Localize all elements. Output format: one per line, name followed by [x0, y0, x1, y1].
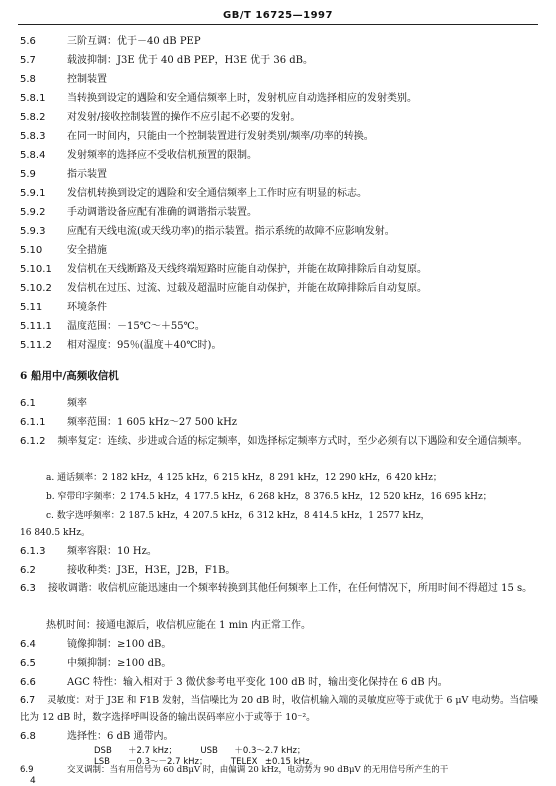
selectivity-mode: DSB [94, 746, 112, 756]
clause-text: 灵敏度：对于 J3E 和 F1B 发射，当信噪比为 20 dB 时，收信机输入端的灵敏度应等于或优于 6 μV 电动势。当信噪比为 12 dB 时，数字选择呼叫设备的输出误码率应小于或等于 10⁻²。 [20, 695, 538, 723]
clause-text: 频率范围：1 605 kHz～27 500 kHz [67, 417, 238, 428]
clause-number: 5.6 [20, 36, 36, 47]
clause-number: 6.7 [20, 695, 36, 706]
clause-number: 6.3 [20, 583, 36, 594]
freq-item-c: c. 数字选呼频率：2 187.5 kHz，4 207.5 kHz，6 312 kHz，8 414.5 kHz，1 2577 kHz， [46, 511, 430, 521]
clause-text: 频率 [67, 398, 87, 409]
clause-number: 5.8.3 [20, 131, 46, 142]
clause-5-6 [20, 36, 201, 48]
clause-number: 5.11.2 [20, 340, 52, 351]
selectivity-mode: TELEX [230, 757, 258, 767]
selectivity-value: ＋2.7 kHz； [128, 746, 177, 756]
clause-text: AGC 特性：输入相对于 3 微伏参考电平变化 100 dB 时，输出变化保持在 6 dB 内。 [67, 677, 448, 688]
clause-number: 5.8.2 [20, 112, 46, 123]
clause-text: 频率容限：10 Hz。 [67, 546, 157, 557]
clause-text: 温度范围：－15℃～＋55℃。 [67, 321, 205, 332]
clause-5-11-2 [20, 340, 221, 352]
clause-text: 当转换到设定的遇险和安全通信频率上时，发射机应自动选择相应的发射类别。 [67, 93, 417, 104]
clause-6-2 [20, 565, 235, 577]
clause-text: 指示装置 [67, 169, 107, 180]
page-number: 4 [30, 776, 36, 786]
clause-number: 5.9.3 [20, 226, 46, 237]
clause-text: 中频抑制：≥100 dB。 [67, 658, 172, 669]
clause-text: 接收种类：J3E，H3E，J2B，F1B。 [67, 565, 236, 576]
clause-text: 相对湿度：95％(温度＋40℃时)。 [67, 340, 222, 351]
clause-number: 6.5 [20, 658, 36, 669]
clause-5-9-3 [20, 226, 395, 238]
clause-text: 镜像抑制：≥100 dB。 [67, 639, 172, 650]
freq-item-c-cont: 16 840.5 kHz。 [20, 528, 90, 538]
clause-5-11-1 [20, 321, 205, 333]
clause-5-9-1 [20, 188, 367, 200]
clause-number: 5.10 [20, 245, 43, 256]
clause-number: 5.7 [20, 55, 36, 66]
clause-text: 交叉调制：当有用信号为 60 dBμV 时，由偏调 20 kHz，电动势为 90 dBμV 的无用信号所产生的干 [67, 765, 449, 775]
clause-text: 发射频率的选择应不受收信机预置的限制。 [67, 150, 257, 161]
warmup-note: 热机时间：接通电源后，收信机应能在 1 min 内正常工作。 [46, 620, 312, 631]
clause-text: 控制装置 [67, 74, 107, 85]
clause-number: 5.9.2 [20, 207, 46, 218]
clause-text: 频率复定：连续、步进或合适的标定频率，如选择标定频率方式时，至少必须有以下遇险和安全通信频率。 [57, 436, 528, 447]
clause-6-1-3 [20, 546, 157, 558]
clause-text: 手动调谐设备应配有准确的调谐指示装置。 [67, 207, 257, 218]
clause-5-8-2 [20, 112, 300, 124]
clause-number: 5.8.4 [20, 150, 46, 161]
selectivity-value: ±0.15 kHz。 [264, 757, 318, 767]
clause-5-9-2 [20, 207, 257, 219]
clause-text: 在同一时间内，只能由一个控制装置进行发射类别/频率/功率的转换。 [67, 131, 374, 142]
clause-text: 对发射/接收控制装置的操作不应引起不必要的发射。 [67, 112, 301, 123]
clause-number: 6.1.2 [20, 436, 46, 447]
clause-number: 5.9 [20, 169, 36, 180]
clause-5-8-1 [20, 93, 417, 105]
clause-text: 接收调谐：收信机应能迅速由一个频率转换到其他任何频率上工作，在任何情况下，所用时间不得超过 15 s。 [47, 583, 533, 594]
header-rule [18, 24, 538, 25]
clause-5-10 [20, 245, 107, 257]
section-6-title: 6 船用中/高频收信机 [20, 370, 119, 382]
clause-text: 发信机在过压、过流、过载及超温时应能自动保护，并能在故障排除后自动复原。 [67, 283, 427, 294]
clause-number: 6.8 [20, 731, 36, 742]
selectivity-mode: LSB [94, 757, 110, 767]
freq-item-b: b. 窄带印字频率：2 174.5 kHz，4 177.5 kHz，6 268 kHz，8 376.5 kHz，12 520 kHz，16 695 kHz； [46, 492, 492, 502]
selectivity-mode: USB [200, 746, 218, 756]
clause-number: 6.6 [20, 677, 36, 688]
clause-5-9 [20, 169, 107, 181]
clause-6-7 [20, 692, 538, 726]
clause-5-10-2 [20, 283, 427, 295]
clause-number: 6.1 [20, 398, 36, 409]
clause-5-7 [20, 55, 313, 67]
clause-number: 5.9.1 [20, 188, 46, 199]
clause-number: 5.8 [20, 74, 36, 85]
clause-text: 选择性：6 dB 通带内。 [67, 731, 174, 742]
clause-6-5 [20, 658, 171, 670]
clause-text: 载波抑制：J3E 优于 40 dB PEP，H3E 优于 36 dB。 [67, 55, 314, 66]
clause-number: 6.9 [20, 765, 34, 775]
clause-6-4 [20, 639, 171, 651]
clause-number: 6.4 [20, 639, 36, 650]
clause-5-8-3 [20, 131, 374, 143]
clause-number: 5.8.1 [20, 93, 46, 104]
clause-6-6 [20, 677, 448, 689]
clause-6-1-2 [20, 433, 538, 450]
clause-6-9 [20, 764, 448, 776]
clause-number: 5.11 [20, 302, 43, 313]
clause-5-10-1 [20, 264, 427, 276]
clause-5-11 [20, 302, 107, 314]
clause-6-8 [20, 731, 173, 743]
clause-text: 三阶互调：优于－40 dB PEP [67, 36, 201, 47]
freq-item-a: a. 通话频率：2 182 kHz，4 125 kHz，6 215 kHz，8 291 kHz，12 290 kHz，6 420 kHz； [46, 473, 442, 483]
clause-text: 发信机在天线断路及天线终端短路时应能自动保护，并能在故障排除后自动复原。 [67, 264, 427, 275]
clause-text: 环境条件 [67, 302, 107, 313]
selectivity-value: －0.3～－2.7 kHz； [128, 757, 208, 767]
clause-number: 5.10.2 [20, 283, 52, 294]
clause-6-3 [20, 580, 538, 597]
clause-text: 应配有天线电流(或天线功率)的指示装置。指示系统的故障不应影响发射。 [67, 226, 395, 237]
selectivity-value: ＋0.3～2.7 kHz； [234, 746, 306, 756]
clause-number: 6.1.1 [20, 417, 46, 428]
clause-text: 安全措施 [67, 245, 107, 256]
clause-number: 6.2 [20, 565, 36, 576]
page-header: GB/T 16725—1997 [223, 10, 333, 21]
clause-6-1-1 [20, 417, 237, 429]
clause-number: 5.11.1 [20, 321, 52, 332]
clause-6-1 [20, 398, 87, 410]
clause-5-8 [20, 74, 107, 86]
clause-5-8-4 [20, 150, 257, 162]
clause-number: 5.10.1 [20, 264, 52, 275]
clause-text: 发信机转换到设定的遇险和安全通信频率上工作时应有明显的标志。 [67, 188, 367, 199]
clause-number: 6.1.3 [20, 546, 46, 557]
